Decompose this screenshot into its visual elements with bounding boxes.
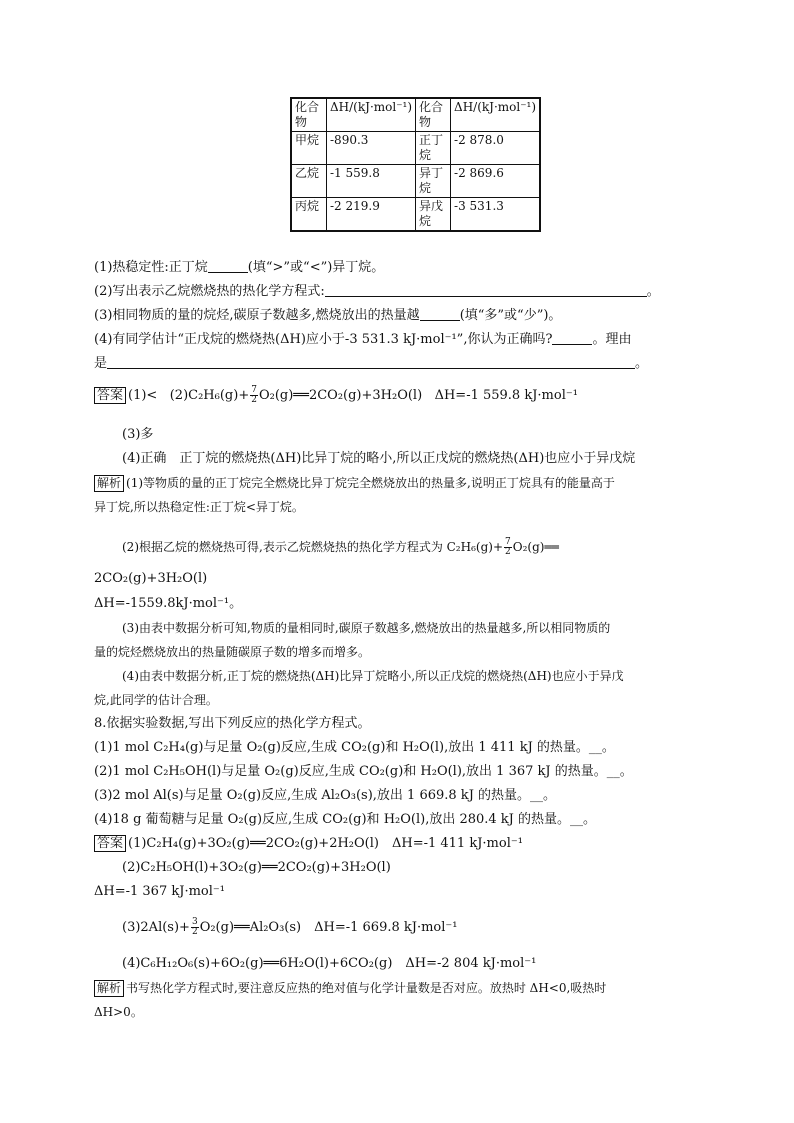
- answer7-part2-dh: ΔH=-1 559.8 kJ·mol⁻¹: [434, 388, 578, 403]
- q7-part4-reason-label: 。理由: [592, 332, 632, 347]
- analysis-tag: 解析: [94, 980, 124, 997]
- fraction-denominator: 2: [505, 547, 511, 557]
- table-cell: 甲烷: [291, 132, 327, 165]
- q7-part4-line2: [94, 354, 648, 373]
- answer-blank[interactable]: [208, 258, 248, 273]
- table-header-cell: 化合物: [416, 98, 451, 132]
- answer8-part3-pre: (3)2Al(s)+: [122, 920, 190, 935]
- table-cell: -3 531.3: [451, 198, 541, 232]
- answer-tag: 答案: [94, 387, 126, 404]
- analysis7-line7: 量的烷烃燃烧放出的热量随碳原子数的增多而增多。: [94, 645, 371, 659]
- analysis8-line2: ΔH>0。: [94, 1005, 143, 1019]
- answer8-part1: (1)C₂H₄(g)+3O₂(g)══2CO₂(g)+2H₂O(l) ΔH=-1 411 kJ·mol⁻¹: [128, 836, 523, 851]
- answer-tag: 答案: [94, 835, 126, 852]
- fraction-numerator: 3: [191, 917, 198, 927]
- answer8-line1: [94, 835, 523, 853]
- table-cell: 异戊烷: [416, 198, 451, 232]
- q7-part4: [94, 330, 631, 349]
- table-cell: -2 878.0: [451, 132, 541, 165]
- q8-part2: (2)1 mol C₂H₅OH(l)与足量 O₂(g)反应,生成 CO₂(g)和 H₂O(l),放出 1 367 kJ 的热量。__。: [94, 764, 633, 779]
- fraction-seven-halves: [504, 538, 512, 557]
- table-cell: 正丁烷: [416, 132, 451, 165]
- q8-part3: (3)2 mol Al(s)与足量 O₂(g)反应,生成 Al₂O₃(s),放出 1 669.8 kJ 的热量。__。: [94, 788, 557, 803]
- q7-part4-text: (4)有同学估计“正戊烷的燃烧热(ΔH)应小于-3 531.3 kJ·mol⁻¹”,你认为正确吗?: [94, 332, 553, 347]
- analysis8-text: 书写热化学方程式时,要注意反应热的绝对值与化学计量数是否对应。放热时 ΔH<0,吸热时: [126, 981, 607, 995]
- answer7-part1: (1)<: [128, 388, 158, 403]
- analysis8-line1: [94, 979, 606, 997]
- fraction-numerator: 7: [251, 385, 257, 395]
- q7-part2: [94, 282, 660, 301]
- table-cell: 异丁烷: [416, 165, 451, 198]
- q7-part3-text: (3)相同物质的量的烷烃,碳原子数越多,燃烧放出的热量越: [94, 308, 420, 323]
- answer-blank[interactable]: [325, 282, 647, 297]
- q7-part3: [94, 306, 561, 325]
- table-cell: -890.3: [327, 132, 416, 165]
- analysis7-line6: (3)由表中数据分析可知,物质的量相同时,碳原子数越多,燃烧放出的热量越多,所以相同物质的: [122, 621, 611, 635]
- answer7-part4: (4)正确 正丁烷的燃烧热(ΔH)比异丁烷的略小,所以正戊烷的燃烧热(ΔH)也应小于异戊烷: [122, 451, 636, 466]
- q8-part4: (4)18 g 葡萄糖与足量 O₂(g)反应,生成 CO₂(g)和 H₂O(l),放出 280.4 kJ 的热量。__。: [94, 812, 597, 827]
- analysis7-line3: [122, 538, 559, 557]
- analysis7-line4: 2CO₂(g)+3H₂O(l): [94, 571, 208, 586]
- q7-part4-is: 是: [94, 356, 108, 371]
- q7-part2-end: 。: [646, 284, 660, 299]
- table-cell: -2 869.6: [451, 165, 541, 198]
- answer7-part2-post: O₂(g)══2CO₂(g)+3H₂O(l): [258, 388, 423, 403]
- q7-part3-hint: (填“多”或“少”)。: [459, 308, 562, 323]
- analysis7-line2: 异丁烷,所以热稳定性:正丁烷<异丁烷。: [94, 500, 304, 514]
- analysis-tag: 解析: [94, 475, 124, 492]
- answer8-part2-dh: ΔH=-1 367 kJ·mol⁻¹: [94, 884, 225, 899]
- answer8-part2: (2)C₂H₅OH(l)+3O₂(g)══2CO₂(g)+3H₂O(l): [122, 860, 391, 875]
- q8-part1: (1)1 mol C₂H₄(g)与足量 O₂(g)反应,生成 CO₂(g)和 H₂O(l),放出 1 411 kJ 的热量。__。: [94, 740, 615, 755]
- q7-part4-end: 。: [635, 356, 649, 371]
- table-cell: -1 559.8: [327, 165, 416, 198]
- fraction-numerator: 7: [505, 537, 511, 547]
- q7-part1: [94, 258, 384, 277]
- fraction-denominator: 2: [191, 927, 198, 937]
- analysis7-eq-pre: (2)根据乙烷的燃烧热可得,表示乙烷燃烧热的热化学方程式为 C₂H₆(g)+: [122, 540, 503, 554]
- q7-part1-hint: (填“>”或“<”)异丁烷。: [247, 260, 385, 275]
- answer7-line1: [94, 386, 578, 405]
- answer-blank[interactable]: [107, 354, 635, 369]
- analysis7-text: (1)等物质的量的正丁烷完全燃烧比异丁烷完全燃烧放出的热量多,说明正丁烷具有的能量高于: [126, 476, 615, 490]
- answer7-part2-pre: (2)C₂H₆(g)+: [169, 388, 250, 403]
- answer-blank[interactable]: [552, 330, 592, 345]
- analysis7-line8: (4)由表中数据分析,正丁烷的燃烧热(ΔH)比异丁烷略小,所以正戊烷的燃烧热(ΔH)也应小于异戊: [122, 669, 624, 683]
- answer8-part4: (4)C₆H₁₂O₆(s)+6O₂(g)══6H₂O(l)+6CO₂(g) ΔH=-2 804 kJ·mol⁻¹: [122, 956, 537, 971]
- q7-part1-text: (1)热稳定性:正丁烷: [94, 260, 208, 275]
- answer-blank[interactable]: [420, 306, 460, 321]
- answer8-part3-post: O₂(g)══Al₂O₃(s) ΔH=-1 669.8 kJ·mol⁻¹: [199, 920, 458, 935]
- table-row: [291, 132, 540, 165]
- analysis7-line9: 烷,此同学的估计合理。: [94, 693, 218, 707]
- fraction-seven-halves: [250, 386, 258, 405]
- answer8-part3: [122, 918, 458, 937]
- fraction-three-halves: [191, 918, 199, 937]
- analysis7-eq-post: O₂(g)══: [512, 540, 559, 554]
- q7-part2-text: (2)写出表示乙烷燃烧热的热化学方程式:: [94, 284, 325, 299]
- table-header-row: [291, 98, 540, 132]
- table-cell: 乙烷: [291, 165, 327, 198]
- q8-title: 8.依据实验数据,写出下列反应的热化学方程式。: [94, 716, 371, 731]
- answer7-part3: (3)多: [122, 427, 154, 442]
- heat-of-combustion-table: [290, 97, 541, 232]
- table-cell: -2 219.9: [327, 198, 416, 232]
- table-cell: 丙烷: [291, 198, 327, 232]
- analysis7-line5: ΔH=-1559.8kJ·mol⁻¹。: [94, 596, 243, 611]
- table-header-cell: 化合物: [291, 98, 327, 132]
- fraction-denominator: 2: [251, 395, 257, 405]
- table-header-cell: ΔH/(kJ·mol⁻¹): [451, 98, 541, 132]
- analysis7-line1: [94, 474, 615, 492]
- table-row: [291, 165, 540, 198]
- table-row: [291, 198, 540, 232]
- table-header-cell: ΔH/(kJ·mol⁻¹): [327, 98, 416, 132]
